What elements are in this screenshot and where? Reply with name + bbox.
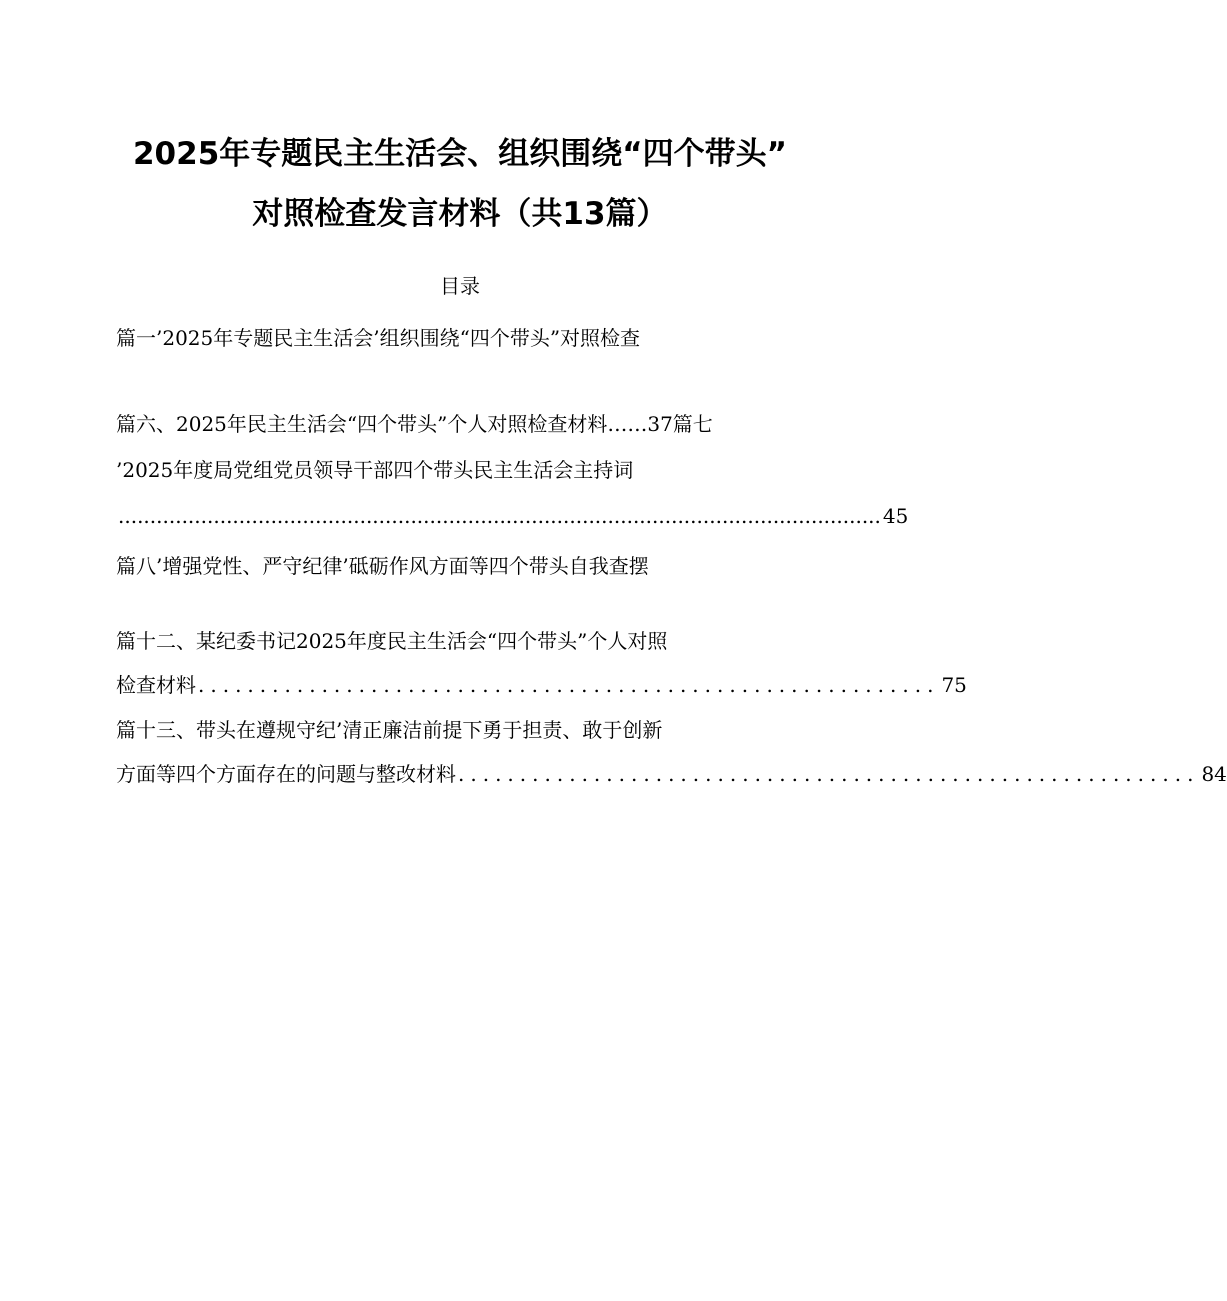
document-title-line-1: 2025年专题民主生活会、组织围绕“四个带头” bbox=[132, 136, 788, 172]
toc-entry-8[interactable]: 篇八’增强党性、严守纪律’砥砺作风方面等四个带头自我查摆 bbox=[116, 554, 649, 578]
leader-dots: ........................................................................................................................ bbox=[118, 504, 881, 528]
toc-entry-7-leader[interactable] bbox=[116, 502, 909, 530]
toc-heading: 目录 bbox=[440, 274, 480, 298]
toc-entry-1[interactable]: 篇一’2025年专题民主生活会’组织围绕“四个带头”对照检查 bbox=[116, 326, 641, 350]
toc-entry-text: 检查材料 bbox=[116, 673, 196, 697]
toc-entry-13-line-2[interactable] bbox=[116, 760, 1227, 788]
toc-entry-13-line-1[interactable]: 篇十三、带头在遵规守纪’清正廉洁前提下勇于担责、敢于创新 bbox=[116, 718, 663, 742]
leader-dots: ............................................................ bbox=[458, 762, 1200, 786]
document-title-line-2: 对照检查发言材料（共13篇） bbox=[252, 196, 668, 232]
toc-entry-text: 方面等四个方面存在的问题与整改材料 bbox=[116, 762, 456, 786]
toc-entry-7-text[interactable]: ’2025年度局党组党员领导干部四个带头民主生活会主持词 bbox=[116, 458, 634, 482]
page-number: 84 bbox=[1201, 762, 1227, 786]
toc-entry-6[interactable]: 篇六、2025年民主生活会“四个带头”个人对照检查材料……37篇七 bbox=[116, 412, 713, 436]
page-number: 75 bbox=[941, 673, 967, 697]
toc-entry-12-line-1[interactable]: 篇十二、某纪委书记2025年度民主生活会“四个带头”个人对照 bbox=[116, 629, 668, 653]
leader-dots: ............................................................ bbox=[198, 673, 940, 697]
page-number: 45 bbox=[882, 504, 909, 528]
toc-entry-12-line-2[interactable] bbox=[116, 671, 967, 699]
